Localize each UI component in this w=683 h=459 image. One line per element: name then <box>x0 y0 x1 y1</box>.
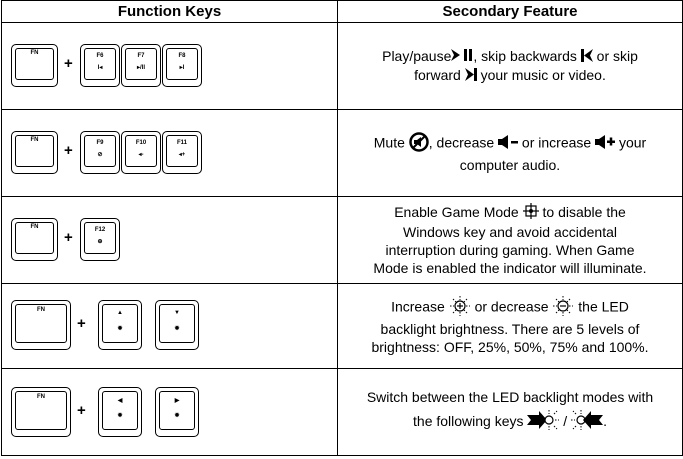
f10-key: F10 ◂- <box>121 131 161 174</box>
plus-sign: + <box>77 402 86 419</box>
f6-key: F6 I◂ <box>80 44 120 87</box>
feature-led-modes: Switch between the LED backlight modes with the following keys / . <box>338 369 683 456</box>
feature-media: Play/pause , skip backwards or skip forward your music or video. <box>338 23 683 110</box>
plus-sign: + <box>64 142 73 159</box>
feature-brightness: Increase or decrease the LED backlight brightness. There are 5 levels of brightness: OFF, 25%, 50%, 75% and 100%. <box>338 284 683 369</box>
arrow-up-key: ▲ ✹ <box>98 300 142 350</box>
volume-up-icon <box>595 135 615 153</box>
function-keys-table <box>1 0 683 456</box>
f8-key: F8 ▸I <box>162 44 202 87</box>
header-secondary-feature: Secondary Feature <box>338 1 683 23</box>
header-function-keys: Function Keys <box>2 1 338 23</box>
plus-sign: + <box>64 55 73 72</box>
fn-key: FN <box>11 131 58 174</box>
skip-back-icon <box>581 48 593 66</box>
brightness-up-icon <box>449 296 471 320</box>
f11-key: F11 ◂+ <box>162 131 202 174</box>
keys-cell-game-mode <box>2 197 338 284</box>
game-mode-icon <box>523 203 539 223</box>
volume-down-icon <box>498 135 518 153</box>
brightness-down-icon <box>552 296 574 320</box>
fn-key: FN <box>11 387 71 437</box>
keys-cell-media <box>2 23 338 110</box>
fn-key: FN <box>11 300 71 350</box>
keys-cell-led-modes <box>2 369 338 456</box>
fn-key: FN <box>11 218 58 261</box>
f9-key: F9 ⊘ <box>80 131 120 174</box>
f7-key: F7 ▸/II <box>121 44 161 87</box>
play-pause-icon <box>451 48 473 66</box>
plus-sign: + <box>64 229 73 246</box>
feature-audio: Mute , decrease or increase your computer audio. <box>338 110 683 197</box>
arrow-right-key: ▶ ✹ <box>155 387 199 437</box>
led-mode-prev-icon <box>571 409 603 435</box>
feature-game-mode: Enable Game Mode to disable the Windows key and avoid accidental interruption during gaming. When Game Mode is enabled the indicator will illuminate. <box>338 197 683 284</box>
keys-cell-audio <box>2 110 338 197</box>
arrow-down-key: ▼ ✹ <box>155 300 199 350</box>
led-mode-next-icon <box>527 409 559 435</box>
arrow-left-key: ◀ ✹ <box>98 387 142 437</box>
mute-icon <box>409 132 429 156</box>
keys-cell-brightness <box>2 284 338 369</box>
skip-forward-icon <box>465 67 477 85</box>
fn-key: FN <box>11 44 58 87</box>
f12-key: F12 ⊕ <box>80 218 120 261</box>
plus-sign: + <box>77 315 86 332</box>
